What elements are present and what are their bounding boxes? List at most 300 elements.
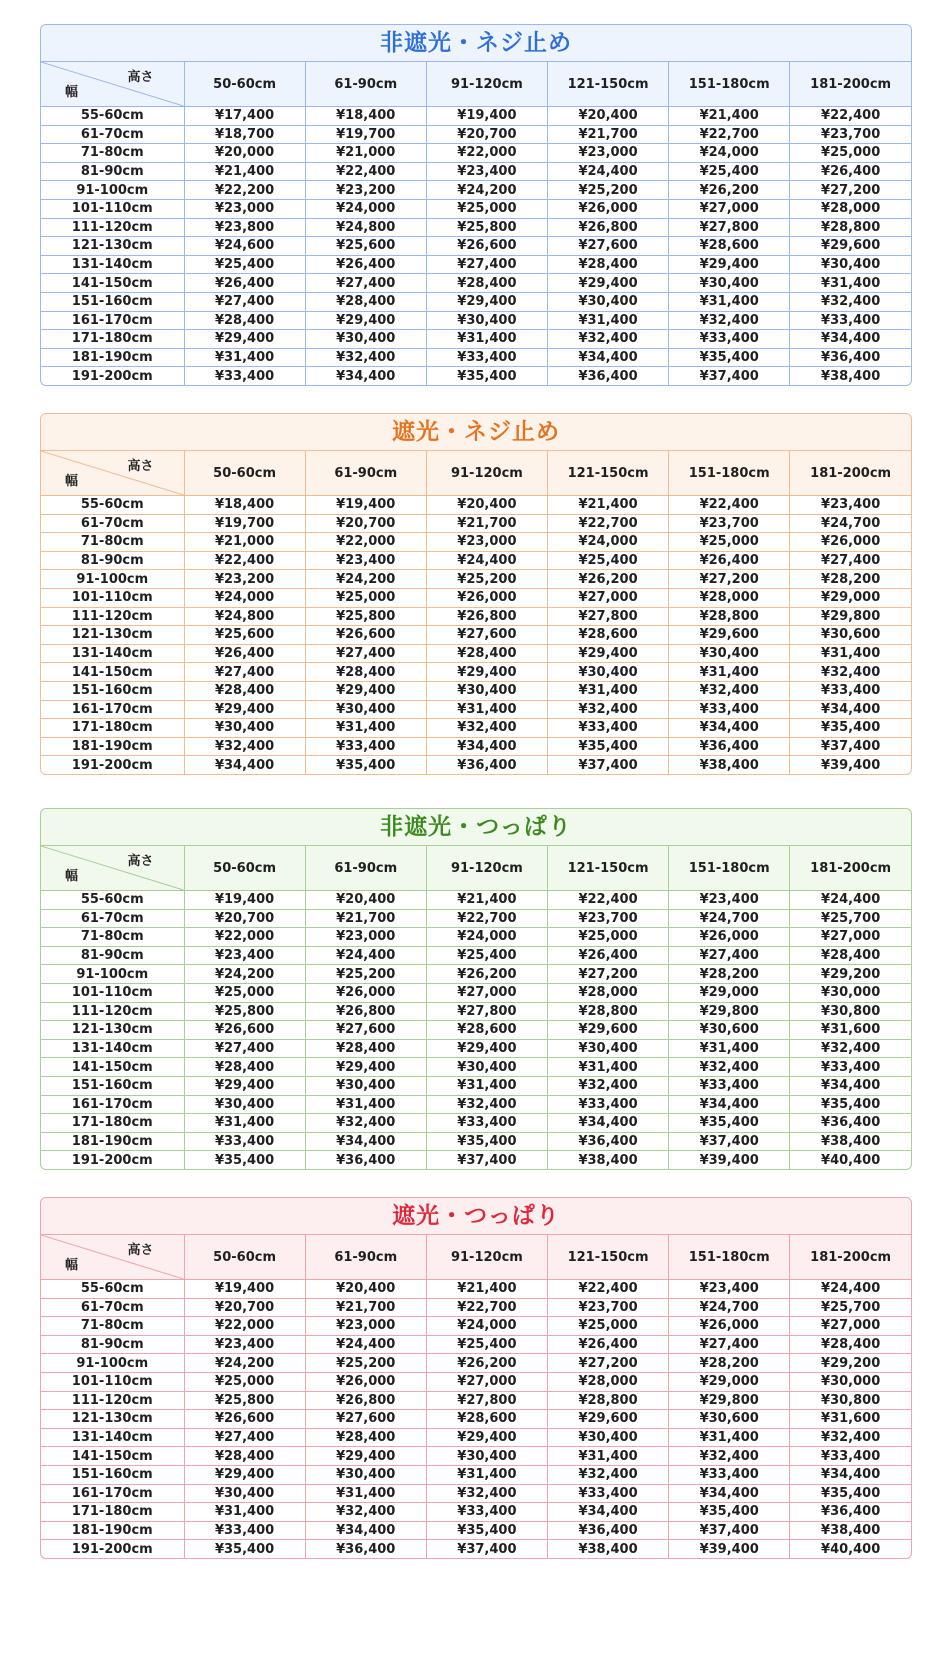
price-cell: ¥19,400 [426, 107, 547, 126]
price-cell: ¥26,000 [790, 533, 911, 552]
table-row [41, 218, 911, 237]
price-cell: ¥35,400 [669, 1114, 790, 1133]
table-row [41, 1335, 911, 1354]
price-cell: ¥30,400 [547, 1428, 668, 1447]
price-cell: ¥29,400 [426, 292, 547, 311]
price-cell: ¥22,400 [669, 496, 790, 515]
table-row [41, 1465, 911, 1484]
height-column-header: 181-200cm [790, 451, 911, 496]
price-cell: ¥25,200 [305, 1354, 426, 1373]
price-cell: ¥32,400 [547, 700, 668, 719]
table-row [41, 1317, 911, 1336]
price-cell: ¥27,000 [547, 588, 668, 607]
price-cell: ¥24,400 [547, 162, 668, 181]
price-cell: ¥28,200 [790, 570, 911, 589]
width-row-label: 61-70cm [41, 125, 184, 144]
price-cell: ¥25,200 [547, 181, 668, 200]
price-cell: ¥29,400 [426, 1428, 547, 1447]
price-cell: ¥25,200 [426, 570, 547, 589]
height-column-header: 151-180cm [669, 451, 790, 496]
price-cell: ¥25,000 [790, 144, 911, 163]
table-row [41, 1280, 911, 1299]
price-cell: ¥28,600 [669, 237, 790, 256]
price-cell: ¥34,400 [790, 700, 911, 719]
width-row-label: 121-130cm [41, 1410, 184, 1429]
width-row-label: 181-190cm [41, 348, 184, 367]
price-cell: ¥35,400 [184, 1151, 305, 1169]
price-cell: ¥28,400 [184, 1058, 305, 1077]
table-row [41, 909, 911, 928]
price-cell: ¥21,700 [305, 909, 426, 928]
price-cell: ¥20,400 [426, 496, 547, 515]
price-cell: ¥22,700 [547, 514, 668, 533]
price-cell: ¥35,400 [669, 1503, 790, 1522]
price-cell: ¥20,400 [305, 891, 426, 910]
corner-cell [41, 1235, 184, 1280]
price-cell: ¥33,400 [184, 367, 305, 385]
price-cell: ¥25,000 [547, 1317, 668, 1336]
table-row [41, 588, 911, 607]
width-row-label: 181-190cm [41, 1132, 184, 1151]
price-cell: ¥28,400 [305, 663, 426, 682]
price-cell: ¥36,400 [790, 1114, 911, 1133]
price-cell: ¥33,400 [547, 719, 668, 738]
price-cell: ¥32,400 [426, 1095, 547, 1114]
price-cell: ¥28,400 [790, 946, 911, 965]
width-row-label: 161-170cm [41, 311, 184, 330]
price-cell: ¥25,600 [305, 237, 426, 256]
price-cell: ¥29,400 [184, 1076, 305, 1095]
table-row [41, 756, 911, 774]
price-cell: ¥24,000 [184, 588, 305, 607]
price-cell: ¥37,400 [790, 737, 911, 756]
price-cell: ¥28,400 [426, 644, 547, 663]
price-cell: ¥27,400 [426, 255, 547, 274]
price-cell: ¥36,400 [790, 1503, 911, 1522]
price-cell: ¥24,000 [426, 928, 547, 947]
price-cell: ¥23,700 [547, 909, 668, 928]
price-cell: ¥32,400 [669, 311, 790, 330]
price-cell: ¥30,400 [547, 292, 668, 311]
price-cell: ¥29,600 [790, 237, 911, 256]
table-row [41, 1521, 911, 1540]
price-cell: ¥38,400 [547, 1540, 668, 1558]
price-cell: ¥30,400 [669, 274, 790, 293]
price-cell: ¥29,800 [790, 607, 911, 626]
price-cell: ¥28,800 [669, 607, 790, 626]
height-column-header: 91-120cm [426, 846, 547, 891]
price-cell: ¥28,600 [426, 1021, 547, 1040]
table-row [41, 891, 911, 910]
price-cell: ¥28,600 [426, 1410, 547, 1429]
price-cell: ¥27,400 [184, 292, 305, 311]
price-cell: ¥25,700 [790, 909, 911, 928]
price-cell: ¥29,400 [426, 663, 547, 682]
table-row [41, 719, 911, 738]
price-cell: ¥30,600 [669, 1021, 790, 1040]
price-cell: ¥26,200 [426, 1354, 547, 1373]
price-cell: ¥23,400 [669, 891, 790, 910]
price-cell: ¥22,400 [790, 107, 911, 126]
price-cell: ¥23,400 [305, 551, 426, 570]
table-row [41, 1503, 911, 1522]
price-cell: ¥28,400 [184, 681, 305, 700]
width-row-label: 55-60cm [41, 1280, 184, 1299]
table-row [41, 1076, 911, 1095]
price-cell: ¥27,400 [305, 274, 426, 293]
table-row [41, 1428, 911, 1447]
price-cell: ¥35,400 [669, 348, 790, 367]
price-cell: ¥21,400 [547, 496, 668, 515]
price-cell: ¥23,200 [184, 570, 305, 589]
price-cell: ¥20,700 [184, 909, 305, 928]
width-row-label: 131-140cm [41, 644, 184, 663]
price-cell: ¥22,000 [305, 533, 426, 552]
price-cell: ¥33,400 [547, 1484, 668, 1503]
section-title: 非遮光・ネジ止め [41, 25, 911, 62]
price-cell: ¥20,000 [184, 144, 305, 163]
price-cell: ¥38,400 [821, 368, 881, 384]
price-cell: ¥34,400 [305, 367, 426, 385]
diagonal-divider [41, 1235, 184, 1279]
price-cell: ¥30,400 [547, 663, 668, 682]
price-cell: ¥27,600 [426, 626, 547, 645]
price-cell: ¥29,400 [426, 1039, 547, 1058]
table-row [41, 144, 911, 163]
price-cell: ¥24,000 [305, 199, 426, 218]
height-column-header: 61-90cm [305, 451, 426, 496]
price-cell: ¥28,400 [305, 1039, 426, 1058]
price-cell: ¥17,400 [184, 107, 305, 126]
corner-cell [41, 62, 184, 107]
table-row [41, 255, 911, 274]
price-cell: ¥23,000 [305, 1317, 426, 1336]
price-cell: ¥26,000 [669, 928, 790, 947]
height-label: 高さ [127, 70, 154, 85]
table-row [41, 199, 911, 218]
height-column-header: 121-150cm [547, 62, 668, 107]
height-column-header: 121-150cm [547, 846, 668, 891]
price-cell: ¥19,700 [305, 125, 426, 144]
price-cell: ¥25,000 [184, 1372, 305, 1391]
width-row-label: 55-60cm [41, 891, 184, 910]
price-cell: ¥24,400 [790, 891, 911, 910]
price-cell: ¥35,400 [184, 1540, 305, 1558]
price-cell: ¥28,400 [305, 292, 426, 311]
price-cell: ¥33,400 [790, 681, 911, 700]
width-row-label: 91-100cm [41, 1354, 184, 1373]
price-cell: ¥32,400 [669, 1058, 790, 1077]
price-cell: ¥23,400 [669, 1280, 790, 1299]
price-cell: ¥26,000 [426, 588, 547, 607]
table-row [41, 1058, 911, 1077]
price-cell: ¥21,700 [305, 1298, 426, 1317]
price-cell: ¥35,400 [790, 1484, 911, 1503]
price-cell: ¥34,400 [426, 737, 547, 756]
width-row-label: 121-130cm [41, 1021, 184, 1040]
price-cell: ¥26,600 [184, 1021, 305, 1040]
price-cell: ¥28,800 [547, 1391, 668, 1410]
price-cell: ¥24,200 [184, 1354, 305, 1373]
price-cell: ¥26,200 [547, 570, 668, 589]
table-row [41, 626, 911, 645]
price-cell: ¥34,400 [790, 1465, 911, 1484]
price-cell: ¥35,400 [305, 756, 426, 774]
price-cell: ¥26,800 [305, 1391, 426, 1410]
price-cell: ¥32,400 [669, 681, 790, 700]
table-row [41, 1372, 911, 1391]
price-cell: ¥37,400 [669, 1521, 790, 1540]
price-cell: ¥36,400 [305, 1540, 426, 1558]
price-cell: ¥26,800 [426, 607, 547, 626]
height-column-header: 151-180cm [669, 846, 790, 891]
section-title: 遮光・ネジ止め [41, 414, 911, 451]
width-row-label: 101-110cm [41, 983, 184, 1002]
price-cell: ¥23,000 [547, 144, 668, 163]
price-cell: ¥26,000 [547, 199, 668, 218]
price-cell: ¥24,800 [184, 607, 305, 626]
price-cell: ¥32,400 [790, 1428, 911, 1447]
width-row-label: 171-180cm [41, 1503, 184, 1522]
price-cell: ¥27,800 [426, 1002, 547, 1021]
price-cell: ¥26,200 [426, 965, 547, 984]
table-row [41, 292, 911, 311]
table-row [41, 1151, 911, 1169]
price-cell: ¥23,000 [305, 928, 426, 947]
price-cell: ¥29,600 [547, 1410, 668, 1429]
price-cell: ¥21,700 [426, 514, 547, 533]
table-row [41, 1114, 911, 1133]
height-column-header: 91-120cm [426, 1235, 547, 1280]
price-cell: ¥28,800 [547, 1002, 668, 1021]
price-cell: ¥25,800 [426, 218, 547, 237]
price-cell: ¥21,700 [547, 125, 668, 144]
width-row-label: 111-120cm [41, 1391, 184, 1410]
price-cell: ¥31,400 [669, 663, 790, 682]
price-cell: ¥24,000 [547, 533, 668, 552]
width-row-label: 61-70cm [41, 514, 184, 533]
price-cell: ¥31,400 [184, 1503, 305, 1522]
price-cell: ¥30,400 [184, 719, 305, 738]
price-cell: ¥35,400 [790, 719, 911, 738]
table-row [41, 514, 911, 533]
price-cell: ¥35,400 [426, 367, 547, 385]
price-cell: ¥27,000 [790, 1317, 911, 1336]
price-cell: ¥35,400 [790, 1095, 911, 1114]
price-cell: ¥23,000 [426, 533, 547, 552]
width-row-label: 141-150cm [41, 663, 184, 682]
price-cell: ¥27,200 [547, 1354, 668, 1373]
section-title: 非遮光・つっぱり [41, 809, 911, 846]
price-cell: ¥31,600 [790, 1410, 911, 1429]
price-cell: ¥22,700 [426, 1298, 547, 1317]
price-cell: ¥23,400 [790, 496, 911, 515]
price-cell: ¥29,000 [669, 1372, 790, 1391]
width-row-label: 111-120cm [41, 1002, 184, 1021]
price-cell: ¥24,400 [790, 1280, 911, 1299]
price-cell: ¥31,400 [790, 644, 911, 663]
table-row [41, 644, 911, 663]
width-row-label: 141-150cm [41, 1058, 184, 1077]
price-cell: ¥39,400 [669, 1151, 790, 1169]
price-cell: ¥27,400 [184, 663, 305, 682]
price-cell: ¥28,000 [669, 588, 790, 607]
width-row-label: 71-80cm [41, 144, 184, 163]
width-row-label: 151-160cm [41, 1465, 184, 1484]
width-row-label: 171-180cm [41, 719, 184, 738]
price-cell: ¥23,700 [669, 514, 790, 533]
width-row-label: 131-140cm [41, 1428, 184, 1447]
price-cell: ¥24,000 [426, 1317, 547, 1336]
price-cell: ¥24,700 [669, 1298, 790, 1317]
price-cell: ¥27,800 [547, 607, 668, 626]
width-row-label: 141-150cm [41, 1447, 184, 1466]
width-row-label: 71-80cm [41, 533, 184, 552]
price-cell: ¥25,000 [669, 533, 790, 552]
diagonal-divider [41, 451, 184, 495]
price-cell: ¥28,400 [184, 1447, 305, 1466]
price-cell: ¥24,000 [669, 144, 790, 163]
price-cell: ¥27,400 [669, 1335, 790, 1354]
width-row-label: 71-80cm [41, 928, 184, 947]
height-column-header: 181-200cm [790, 846, 911, 891]
height-column-header: 121-150cm [547, 1235, 668, 1280]
price-cell: ¥27,000 [426, 983, 547, 1002]
price-cell: ¥29,400 [305, 681, 426, 700]
price-cell: ¥34,400 [547, 1503, 668, 1522]
price-cell: ¥30,600 [669, 1410, 790, 1429]
table-row [41, 1132, 911, 1151]
height-label: 高さ [127, 459, 154, 474]
price-cell: ¥30,800 [790, 1391, 911, 1410]
price-cell: ¥28,400 [184, 311, 305, 330]
price-cell: ¥24,400 [305, 1335, 426, 1354]
width-row-label: 61-70cm [41, 1298, 184, 1317]
price-cell: ¥31,400 [426, 1465, 547, 1484]
price-cell: ¥36,400 [547, 1521, 668, 1540]
width-row-label: 101-110cm [41, 588, 184, 607]
width-label: 幅 [65, 85, 79, 100]
price-cell: ¥36,400 [547, 1132, 668, 1151]
width-row-label: 121-130cm [41, 237, 184, 256]
price-cell: ¥26,400 [184, 274, 305, 293]
price-cell: ¥28,400 [790, 1335, 911, 1354]
price-cell: ¥26,600 [305, 626, 426, 645]
price-cell: ¥30,400 [426, 1447, 547, 1466]
price-cell: ¥31,400 [426, 330, 547, 349]
price-cell: ¥28,400 [305, 1428, 426, 1447]
table-row [41, 1039, 911, 1058]
price-cell: ¥26,000 [305, 983, 426, 1002]
price-cell: ¥30,000 [790, 983, 911, 1002]
price-cell: ¥37,400 [426, 1151, 547, 1169]
price-cell: ¥26,400 [790, 162, 911, 181]
price-cell: ¥25,400 [547, 551, 668, 570]
table-row [41, 367, 911, 385]
price-cell: ¥32,400 [547, 330, 668, 349]
price-cell: ¥36,400 [669, 737, 790, 756]
width-row-label: 151-160cm [41, 1076, 184, 1095]
price-cell: ¥37,400 [669, 367, 790, 385]
price-cell: ¥21,400 [426, 891, 547, 910]
price-cell: ¥29,600 [547, 1021, 668, 1040]
price-cell: ¥28,000 [790, 199, 911, 218]
table-row [41, 330, 911, 349]
price-cell: ¥24,700 [669, 909, 790, 928]
width-label: 幅 [65, 474, 79, 489]
price-cell: ¥25,600 [184, 626, 305, 645]
height-column-header: 121-150cm [547, 451, 668, 496]
table-row [41, 125, 911, 144]
price-cell: ¥30,800 [790, 1002, 911, 1021]
price-cell: ¥22,000 [184, 1317, 305, 1336]
price-section-1 [40, 24, 912, 386]
price-cell: ¥31,400 [669, 1428, 790, 1447]
price-cell: ¥29,200 [790, 965, 911, 984]
price-cell: ¥27,200 [669, 570, 790, 589]
table-row [41, 983, 911, 1002]
price-cell: ¥29,400 [669, 255, 790, 274]
table-row [41, 237, 911, 256]
price-cell: ¥34,400 [669, 1484, 790, 1503]
width-row-label: 101-110cm [41, 199, 184, 218]
price-cell: ¥30,400 [305, 700, 426, 719]
price-cell: ¥20,700 [426, 125, 547, 144]
price-cell: ¥33,400 [426, 1503, 547, 1522]
width-row-label: 141-150cm [41, 274, 184, 293]
price-cell: ¥32,400 [305, 1114, 426, 1133]
price-cell: ¥30,400 [790, 255, 911, 274]
price-cell: ¥27,400 [184, 1428, 305, 1447]
price-cell: ¥22,200 [184, 181, 305, 200]
height-column-header: 61-90cm [305, 62, 426, 107]
width-row-label: 171-180cm [41, 330, 184, 349]
price-cell: ¥23,000 [184, 199, 305, 218]
price-cell: ¥39,400 [821, 757, 881, 773]
price-cell: ¥32,400 [547, 1076, 668, 1095]
price-cell: ¥29,400 [305, 1058, 426, 1077]
table-row [41, 533, 911, 552]
price-cell: ¥25,000 [184, 983, 305, 1002]
height-column-header: 50-60cm [184, 846, 305, 891]
price-cell: ¥35,400 [426, 1521, 547, 1540]
width-row-label: 191-200cm [41, 1151, 184, 1169]
price-cell: ¥30,400 [669, 644, 790, 663]
table-row [41, 496, 911, 515]
price-cell: ¥25,800 [184, 1391, 305, 1410]
price-cell: ¥30,400 [305, 1076, 426, 1095]
width-row-label: 61-70cm [41, 909, 184, 928]
price-cell: ¥35,400 [547, 737, 668, 756]
height-column-header: 50-60cm [184, 451, 305, 496]
price-cell: ¥21,400 [669, 107, 790, 126]
price-cell: ¥34,400 [790, 330, 911, 349]
width-row-label: 181-190cm [41, 1521, 184, 1540]
height-label: 高さ [127, 854, 154, 869]
width-row-label: 191-200cm [41, 756, 184, 774]
price-cell: ¥29,000 [790, 588, 911, 607]
price-cell: ¥22,400 [184, 551, 305, 570]
price-cell: ¥22,700 [669, 125, 790, 144]
price-cell: ¥33,400 [547, 1095, 668, 1114]
height-column-header: 151-180cm [669, 1235, 790, 1280]
table-row [41, 162, 911, 181]
price-cell: ¥25,800 [305, 607, 426, 626]
price-table [41, 451, 911, 774]
price-cell: ¥38,400 [790, 1132, 911, 1151]
width-label: 幅 [65, 1258, 79, 1273]
table-row [41, 965, 911, 984]
